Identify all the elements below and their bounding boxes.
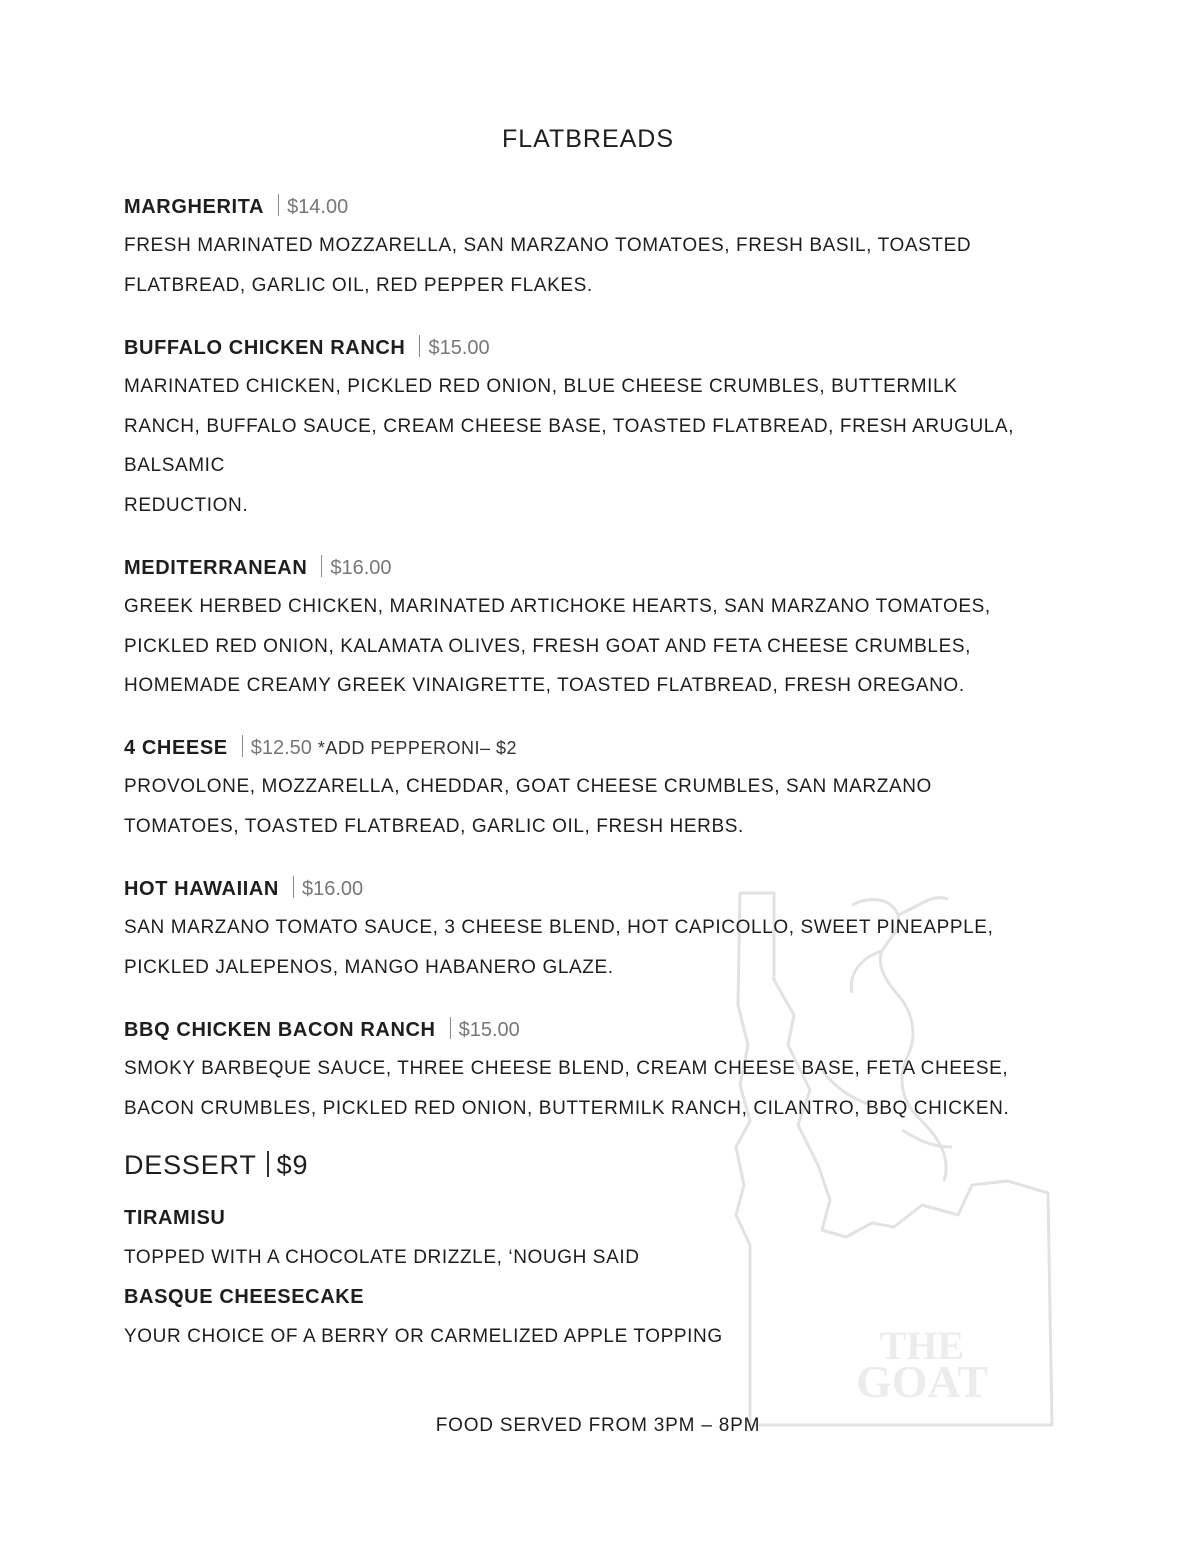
menu-item-header [124,555,392,580]
dessert-price: $9 [276,1150,309,1180]
description-line: BACON CRUMBLES, PICKLED RED ONION, BUTTERMILK RANCH, CILANTRO, BBQ CHICKEN. [124,1097,1010,1119]
dessert-title: DESSERT [124,1150,257,1180]
item-description [124,587,1084,706]
description-line: PROVOLONE, MOZZARELLA, CHEDDAR, GOAT CHEESE CRUMBLES, SAN MARZANO [124,776,932,797]
item-name: MEDITERRANEAN [124,557,308,579]
item-addon: *ADD PEPPERONI– $2 [317,738,517,758]
description-line: GREEK HERBED CHICKEN, MARINATED ARTICHOKE HEARTS, SAN MARZANO TOMATOES, [124,596,991,617]
description-line: FLATBREAD, GARLIC OIL, RED PEPPER FLAKES. [124,274,593,296]
menu-item-header [124,1017,520,1042]
description-line: REDUCTION. [124,494,249,516]
item-divider [321,555,322,577]
item-name: BBQ CHICKEN BACON RANCH [124,1019,436,1041]
dessert-item-description: YOUR CHOICE OF A BERRY OR CARMELIZED APPLE TOPPING [124,1326,723,1347]
dessert-header [124,1150,308,1181]
item-name: 4 CHEESE [124,737,228,759]
section-title: FLATBREADS [501,125,675,153]
description-line: MARINATED CHICKEN, PICKLED RED ONION, BLUE CHEESE CRUMBLES, BUTTERMILK [124,376,958,397]
item-price: $14.00 [287,196,349,218]
item-name: MARGHERITA [124,196,265,218]
description-line: PICKLED RED ONION, KALAMATA OLIVES, FRESH GOAT AND FETA CHEESE CRUMBLES, [124,635,972,657]
item-divider [419,335,420,357]
item-description [124,767,1084,846]
description-line: TOMATOES, TOASTED FLATBREAD, GARLIC OIL, FRESH HERBS. [124,815,744,837]
menu-item-header [124,194,348,219]
watermark-text-the: THE [879,1323,965,1368]
item-description [124,367,1084,525]
item-name: BUFFALO CHICKEN RANCH [124,337,406,359]
item-price: $15.00 [458,1019,520,1041]
item-price: $12.50 [250,737,312,759]
item-divider [293,876,294,898]
menu-item-header [124,335,490,360]
item-divider [450,1017,451,1039]
description-line: BALSAMIC [124,455,225,476]
item-description [124,1049,1084,1128]
dessert-item-name: BASQUE CHEESECAKE [124,1286,365,1308]
item-price: $16.00 [330,557,392,579]
item-price: $15.00 [428,337,490,359]
description-line: FRESH MARINATED MOZZARELLA, SAN MARZANO TOMATOES, FRESH BASIL, TOASTED [124,235,972,256]
menu-item-header [124,876,363,901]
description-line: PICKLED JALEPENOS, MANGO HABANERO GLAZE. [124,956,614,978]
dessert-divider [267,1151,269,1177]
item-price: $16.00 [301,878,364,900]
menu-item-header [124,735,517,760]
description-line: SMOKY BARBEQUE SAUCE, THREE CHEESE BLEND, CREAM CHEESE BASE, FETA CHEESE, [124,1058,1009,1079]
item-name: HOT HAWAIIAN [124,878,279,900]
item-description [124,226,1084,305]
description-line: SAN MARZANO TOMATO SAUCE, 3 CHEESE BLEND, HOT CAPICOLLO, SWEET PINEAPPLE, [124,917,994,938]
item-description [124,908,1084,987]
item-divider [278,194,279,216]
food-hours-footer: FOOD SERVED FROM 3PM – 8PM [435,1415,761,1436]
item-divider [242,735,243,757]
watermark-text-goat: GOAT [855,1356,989,1407]
dessert-item-name: TIRAMISU [124,1207,226,1229]
description-line: HOMEMADE CREAMY GREEK VINAIGRETTE, TOASTED FLATBREAD, FRESH OREGANO. [124,675,965,696]
dessert-item-description: TOPPED WITH A CHOCOLATE DRIZZLE, ‘NOUGH SAID [124,1247,640,1268]
description-line: RANCH, BUFFALO SAUCE, CREAM CHEESE BASE, TOASTED FLATBREAD, FRESH ARUGULA, [124,415,1015,437]
